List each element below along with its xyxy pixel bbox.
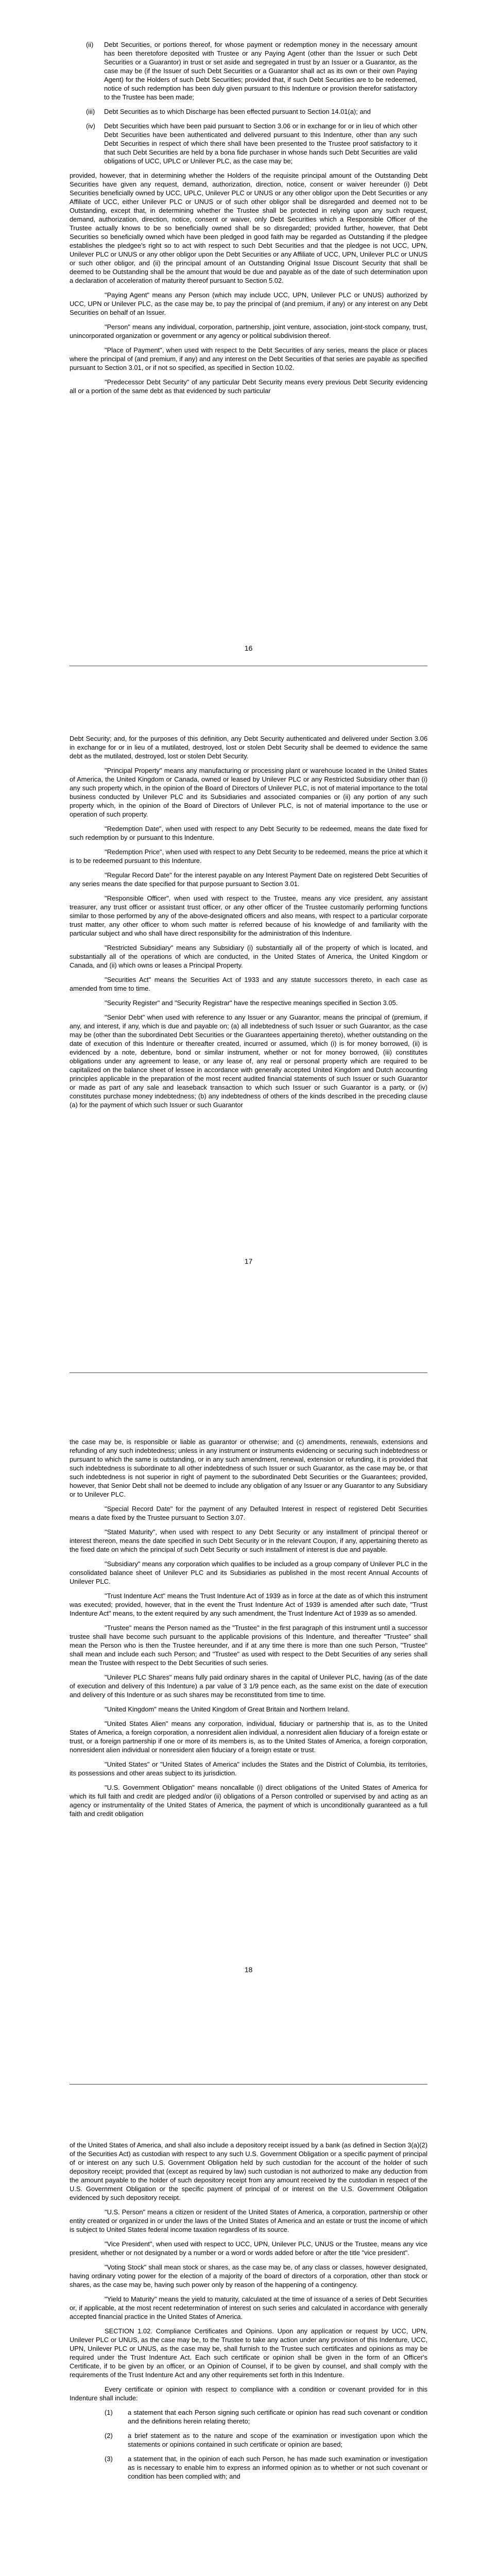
section-paragraph: SECTION 1.02. Compliance Certificates and Opinions. Upon any application or request by UCC, UPN, Unilever PLC or UNUS, as the case may be, to the Trustee to take any action under any provision of this Indenture, UCC, UPN, Unilever PLC or UNUS, as the case may be, shall furnish to the Trustee such certificates and opinions as may be required under the Trust Indenture Act. Each such certificate or opinion shall be given in the form of an Officer's Certificate, if to be given by an officer, or an Opinion of Counsel, if to be given by counsel, and shall comply with the requirements of the Trust Indenture Act and any other requirements set forth in this Indenture. bbox=[70, 2327, 427, 2379]
definition-paragraph: "Subsidiary" means any corporation which qualifies to be included as a group company of Unilever PLC in the consolidated balance sheet of Unilever PLC and its Subsidiaries as published in the most recent Annual Accounts of Unilever PLC. bbox=[70, 1560, 427, 1585]
definition-paragraph: "Redemption Price", when used with respect to any Debt Security to be redeemed, means the price at which it is to be redeemed pursuant to this Indenture. bbox=[70, 848, 427, 865]
page-17 bbox=[0, 703, 497, 1406]
page-19-content bbox=[70, 2141, 427, 2486]
page-number: 16 bbox=[244, 644, 253, 652]
clause-item: (iv) Debt Securities which have been paid pursuant to Section 3.06 or in exchange for or in lieu of which other Debt Securities have been authenticated and delivered pursuant to this Indenture, other than any such Debt Securities in respect of which there shall have been presented to the Trustee proof satisfactory to it that such Debt Securities are held by a bona fide purchaser in whose hands such Debt Securities are valid obligations of UCC, UPLC or Unilever PLC, as the case may be; bbox=[86, 122, 417, 165]
definition-paragraph: "Person" means any individual, corporation, partnership, joint venture, association, joint-stock company, trust, unincorporated organization or government or any agency or political subdivision thereof. bbox=[70, 323, 427, 340]
list-item-text: a statement that each Person signing such certificate or opinion has read such covenant or condition and the definitions herein relating thereto; bbox=[128, 2409, 427, 2425]
definition-paragraph: "U.S. Person" means a citizen or resident of the United States of America, a corporation, partnership or other entity created or organized in or under the laws of the United States of America and an estate or trust the income of which is subject to United States federal income taxation regardless of its source. bbox=[70, 2208, 427, 2233]
paragraph: of the United States of America, and shall also include a depository receipt issued by a bank (as defined in Section 3(a)(2) of the Securities Act) as custodian with respect to any such U.S. Government Obligation or a specific payment of principal of or interest on any such U.S. Government Obligation held by such custodian for the account of the holder of such depository receipt; provided that (except as required by law) such custodian is not authorized to make any deduction from the amount payable to the holder of such depository receipt from any amount received by the custodian in respect of the U.S. Government Obligation or the specific payment of principal of or interest on the U.S. Government Obligation evidenced by such depository receipt. bbox=[70, 2141, 427, 2201]
definition-paragraph: "Vice President", when used with respect to UCC, UPN, Unilever PLC, UNUS or the Trustee, means any vice president, whether or not designated by a number or a word or words added before or after the title "vice president". bbox=[70, 2240, 427, 2257]
definition-paragraph: "Securities Act" means the Securities Act of 1933 and any statute successors thereto, in each case as amended from time to time. bbox=[70, 976, 427, 992]
definition-paragraph: "Senior Debt" when used with reference to any Issuer or any Guarantor, means the principal of (premium, if any, and interest, if any, which is due and payable on; (a) all indebtedness of such Issuer or such Guarantor, as the case may be (other than the subordinated Debt Securities or the Guarantees appertaining thereto), whether outstanding on the date of execution of this Indenture or thereafter created, incurred or assumed, which (i) is for money borrowed, (ii) is evidenced by a note, debenture, bond or similar instrument, whether or not for money borrowed, (iii) constitutes obligations under any agreement to lease, or any lease of, any real or personal property which are required to be capitalized on the balance sheet of lessee in accordance with generally accepted United Kingdom and Dutch accounting principles applicable in the preparation of the most recent audited financial statements of such Issuer or such Guarantor or made as part of any sale and leaseback transaction to which such Issuer or such Guarantor is a party, or (iv) constitutes purchase money indebtedness; (b) any indebtedness of others of the kinds described in the preceding clause (a) for the payment of which such Issuer or such Guarantor bbox=[70, 1013, 427, 1109]
definition-paragraph: "Trustee" means the Person named as the "Trustee" in the first paragraph of this instrument until a successor trustee shall have become such pursuant to the applicable provisions of this Indenture, and thereafter "Trustee" shall mean the Person who is then the Trustee hereunder, and if at any time there is more than one such Person, "Trustee" shall mean and include each such Person; and "Trustee" as used with respect to the Debt Securities of any series shall mean the Trustee with respect to the Debt Securities of such series. bbox=[70, 1624, 427, 1667]
clause-item: (ii) Debt Securities, or portions thereof, for whose payment or redemption money in the necessary amount has been theretofore deposited with Trustee or any Paying Agent (other than the Issuer or such Debt Securities or a Guarantor) in trust or set aside and segregated in trust by an Issuer or a Guarantor, as the case may be (if the Issuer of such Debt Securities or a Guarantor shall act as its own or their own Paying Agent) for the Holders of such Debt Securities; provided that, if such Debt Securities are to be redeemed, notice of such redemption has been duly given pursuant to this Indenture or provision therefor satisfactory to the Trustee has been made; bbox=[86, 41, 417, 101]
definition-paragraph: "Predecessor Debt Security" of any particular Debt Security means every previous Debt Security evidencing all or a portion of the same debt as that evidenced by such particular bbox=[70, 378, 427, 395]
clause-list bbox=[70, 40, 427, 165]
definition-paragraph: "Security Register" and "Security Registrar" have the respective meanings specified in Section 3.05. bbox=[105, 999, 398, 1007]
definition-paragraph: "U.S. Government Obligation" means noncallable (i) direct obligations of the United States of America for which its full faith and credit are pledged and/or (ii) obligations of a Person controlled or supervised by and acting as an agency or instrumentality of the United States of America, the payment of which is unconditionally guaranteed as a full faith and credit obligation bbox=[70, 1784, 427, 1818]
paragraph: the case may be, is responsible or liable as guarantor or otherwise; and (c) amendments, renewals, extensions and refunding of any such indebtedness; unless in any instrument or instruments evidencing or securing such indebtedness or pursuant to which the same is outstanding, or in any such amendment, renewal, extension or refunding, it is provided that such indebtedness is subordinate to all other indebtedness of such Issuer or such Guarantor, as the case may be, or that such indebtedness is not superior in right of payment to the subordinated Debt Securities or the Guarantees; provided, however, that Senior Debt shall not be deemed to include any obligation of any Issuer or any Guarantor to any Subsidiary or to Unilever PLC. bbox=[70, 1438, 427, 1498]
page-18-content bbox=[70, 1437, 427, 1824]
definition-paragraph: "Paying Agent" means any Person (which may include UCC, UPN, Unilever PLC or UNUS) authorized by UCC, UPN or Unilever PLC, as the case may be, to pay the principal of (and premium, if any) or any interest on any Debt Securities on behalf of an Issuer. bbox=[70, 291, 427, 316]
paragraph: Every certificate or opinion with respect to compliance with a condition or covenant provided for in this Indenture shall include: bbox=[70, 2385, 427, 2402]
list-item-text: a brief statement as to the nature and scope of the examination or investigation upon which the statements or opinions contained in such certificate or opinion are based; bbox=[128, 2432, 427, 2448]
definition-paragraph: "Voting Stock" shall mean stock or shares, as the case may be, of any class or classes, however designated, having ordinary voting power for the election of a majority of the board of directors of a corporation, other than stock or shares, as the case may be, having such power only by reason of the happening of a contingency. bbox=[70, 2263, 427, 2289]
page-19 bbox=[0, 2110, 497, 2576]
list-item-text: a statement that, in the opinion of each such Person, he has made such examination or investigation as is necessary to enable him to express an informed opinion as to whether or not such covenant or condition has been complied with; and bbox=[128, 2455, 427, 2480]
page-divider bbox=[70, 1372, 427, 1373]
definition-paragraph: "Redemption Date", when used with respect to any Debt Security to be redeemed, means the date fixed for such redemption by or pursuant to this Indenture. bbox=[70, 825, 427, 841]
page-number: 18 bbox=[244, 1965, 253, 1974]
definition-paragraph: "Special Record Date" for the payment of any Defaulted Interest in respect of registered Debt Securities means a date fixed by the Trustee pursuant to Section 3.07. bbox=[70, 1505, 427, 1521]
page-18 bbox=[0, 1406, 497, 2110]
definition-paragraph: "Regular Record Date" for the interest payable on any Interest Payment Date on registered Debt Securities of any series means the date specified for that purpose pursuant to Section 3.01. bbox=[70, 871, 427, 888]
definition-paragraph: "Restricted Subsidiary" means any Subsidiary (i) substantially all of the property of which is located, and substantially all of the operations of which are conducted, in the United States of America, the United Kingdom or Canada, and (ii) which owns or leases a Principal Property. bbox=[70, 944, 427, 969]
clause-text: Debt Securities as to which Discharge has been effected pursuant to Section 14.01(a); and bbox=[104, 108, 371, 115]
definition-paragraph: "United Kingdom" means the United Kingdom of Great Britain and Northern Ireland. bbox=[105, 1705, 350, 1713]
definition-paragraph: "Principal Property" means any manufacturing or processing plant or warehouse located in the United States of America, the United Kingdom or Canada, owned or leased by Unilever PLC or any Restricted Subsidiary other than (i) any such property which, in the opinion of the Board of Directors of Unilever PLC, is not of material importance to the total business conducted by Unilever PLC and its Subsidiaries and associated companies or (ii) any portion of any such property which, in the opinion of the Board of Directors of Unilever PLC, is not of material importance to the use or operation of such property. bbox=[70, 767, 427, 818]
clause-item: (iii) Debt Securities as to which Discharge has been effected pursuant to Section 14.01(a); and bbox=[86, 107, 417, 116]
definition-paragraph: "Responsible Officer", when used with respect to the Trustee, means any vice president, any assistant treasurer, any trust officer or assistant trust officer, or any other officer of the Trustee customarily performing functions similar to those performed by any of the above-designated officers and also means, with respect to a particular corporate trust matter, any other officer to whom such matter is referred because of his knowledge of and familiarity with the particular subject and who shall have direct responsibility for the administration of this Indenture. bbox=[70, 894, 427, 937]
definition-paragraph: "United States" or "United States of America" includes the States and the District of Columbia, its territories, its possessions and other areas subject to its jurisdiction. bbox=[70, 1760, 427, 1777]
clause-text: Debt Securities, or portions thereof, for whose payment or redemption money in the necessary amount has been theretofore deposited with Trustee or any Paying Agent (other than the Issuer or such Debt Securities or a Guarantor) in trust or set aside and segregated in trust by an Issuer or a Guarantor, as the case may be (if the Issuer of such Debt Securities or a Guarantor shall act as its own or their own Paying Agent) for the Holders of such Debt Securities; provided that, if such Debt Securities are to be redeemed, notice of such redemption has been duly given pursuant to this Indenture or provision therefor satisfactory to the Trustee has been made; bbox=[104, 41, 417, 101]
paragraph: Debt Security; and, for the purposes of this definition, any Debt Security authenticated and delivered under Section 3.06 in exchange for or in lieu of a mutilated, destroyed, lost or stolen Debt Security shall be deemed to evidence the same debt as the mutilated, destroyed, lost or stolen Debt Security. bbox=[70, 735, 427, 760]
page-16-content bbox=[70, 40, 427, 401]
list-item: (3) a statement that, in the opinion of each such Person, he has made such examination or investigation as is necessary to enable him to express an informed opinion as to whether or not such covenant or condition has been complied with; and bbox=[105, 2455, 427, 2480]
definition-paragraph: "Yield to Maturity" means the yield to maturity, calculated at the time of issuance of a series of Debt Securities or, if applicable, at the most recent redetermination of interest on such series and calculated in accordance with generally accepted financial practice in the United States of America. bbox=[70, 2295, 427, 2320]
page-16 bbox=[0, 0, 497, 703]
definition-paragraph: "Stated Maturity", when used with respect to any Debt Security or any installment of principal thereof or interest thereon, means the date specified in such Debt Security or in the relevant Coupon, if any, appertaining thereto as the fixed date on which the principal of such Debt Security or such installment of interest is due and payable. bbox=[70, 1528, 427, 1553]
definition-paragraph: "Place of Payment", when used with respect to the Debt Securities of any series, means the place or places where the principal of (and premium, if any) and any interest on the Debt Securities of that series are payable as specified pursuant to Section 3.01, or if not so specified, as specified in Section 10.02. bbox=[70, 346, 427, 371]
clause-text: Debt Securities which have been paid pursuant to Section 3.06 or in exchange for or in lieu of which other Debt Securities have been authenticated and delivered pursuant to this Indenture, other than any such Debt Securities in respect of which there shall have been presented to the Trustee proof satisfactory to it that such Debt Securities are held by a bona fide purchaser in whose hands such Debt Securities are valid obligations of UCC, UPLC or Unilever PLC, as the case may be; bbox=[104, 122, 417, 165]
definition-paragraph: "United States Alien" means any corporation, individual, fiduciary or partnership that is, as to the United States of America, a foreign corporation, a nonresident alien individual, a nonresident alien fiduciary of a foreign estate or trust, or a foreign partnership if one or more of its members is, as to the United States of America, a foreign corporation, nonresident alien individual or nonresident alien fiduciary of a foreign estate or trust. bbox=[70, 1720, 427, 1754]
page-17-content bbox=[70, 734, 427, 1115]
paragraph: provided, however, that in determining whether the Holders of the requisite principal amount of the Outstanding Debt Securities have given any request, demand, authorization, direction, notice, consent or waiver hereunder (i) Debt Securities beneficially owned by UCC, UPLC, Unilever PLC or UNUS or any other obligor upon the Debt Securities or any Affiliate of UCC, either Unilever PLC or UNUS or of such other obligor shall be disregarded and deemed not to be Outstanding, except that, in determining whether the Trustee shall be protected in relying upon any such request, demand, authorization, direction, notice, consent or waiver, only Debt Securities which a Responsible Officer of the Trustee actually knows to be so beneficially owned shall be so disregarded; provided further, however, that Debt Securities so beneficially owned which have been pledged in good faith may be regarded as Outstanding if the pledgee establishes the pledgee's right so to act with respect to such Debt Securities and that the pledgee is not UCC, UPN, Unilever PLC or UNUS or any other obligor upon the Debt Securities or any Affiliate of UCC, UPN, Unilever PLC or UNUS or such other obligor, and (ii) the principal amount of an Outstanding Original Issue Discount Security that shall be deemed to be Outstanding shall be the amount that would be due and payable as of the date of such determination upon a declaration of acceleration of maturity thereof pursuant to Section 5.02. bbox=[70, 172, 427, 284]
definition-paragraph: "Trust Indenture Act" means the Trust Indenture Act of 1939 as in force at the date as of which this instrument was executed; provided, however, that in the event the Trust Indenture Act of 1939 is amended after such date, "Trust Indenture Act" means, to the extent required by any such amendment, the Trust Indenture Act of 1939 as so amended. bbox=[70, 1592, 427, 1617]
list-item: (1) a statement that each Person signing such certificate or opinion has read such covenant or condition and the definitions herein relating thereto; bbox=[105, 2409, 427, 2425]
list-item: (2) a brief statement as to the nature and scope of the examination or investigation upon which the statements or opinions contained in such certificate or opinion are based; bbox=[105, 2432, 427, 2448]
page-number: 17 bbox=[244, 1257, 253, 1265]
definition-paragraph: "Unilever PLC Shares" means fully paid ordinary shares in the capital of Unilever PLC, having (as of the date of execution and delivery of this Indenture) a par value of 3 1/9 pence each, as the same exist on the date of execution and delivery of this Indenture or as such shares may be reconstituted from time to time. bbox=[70, 1673, 427, 1699]
